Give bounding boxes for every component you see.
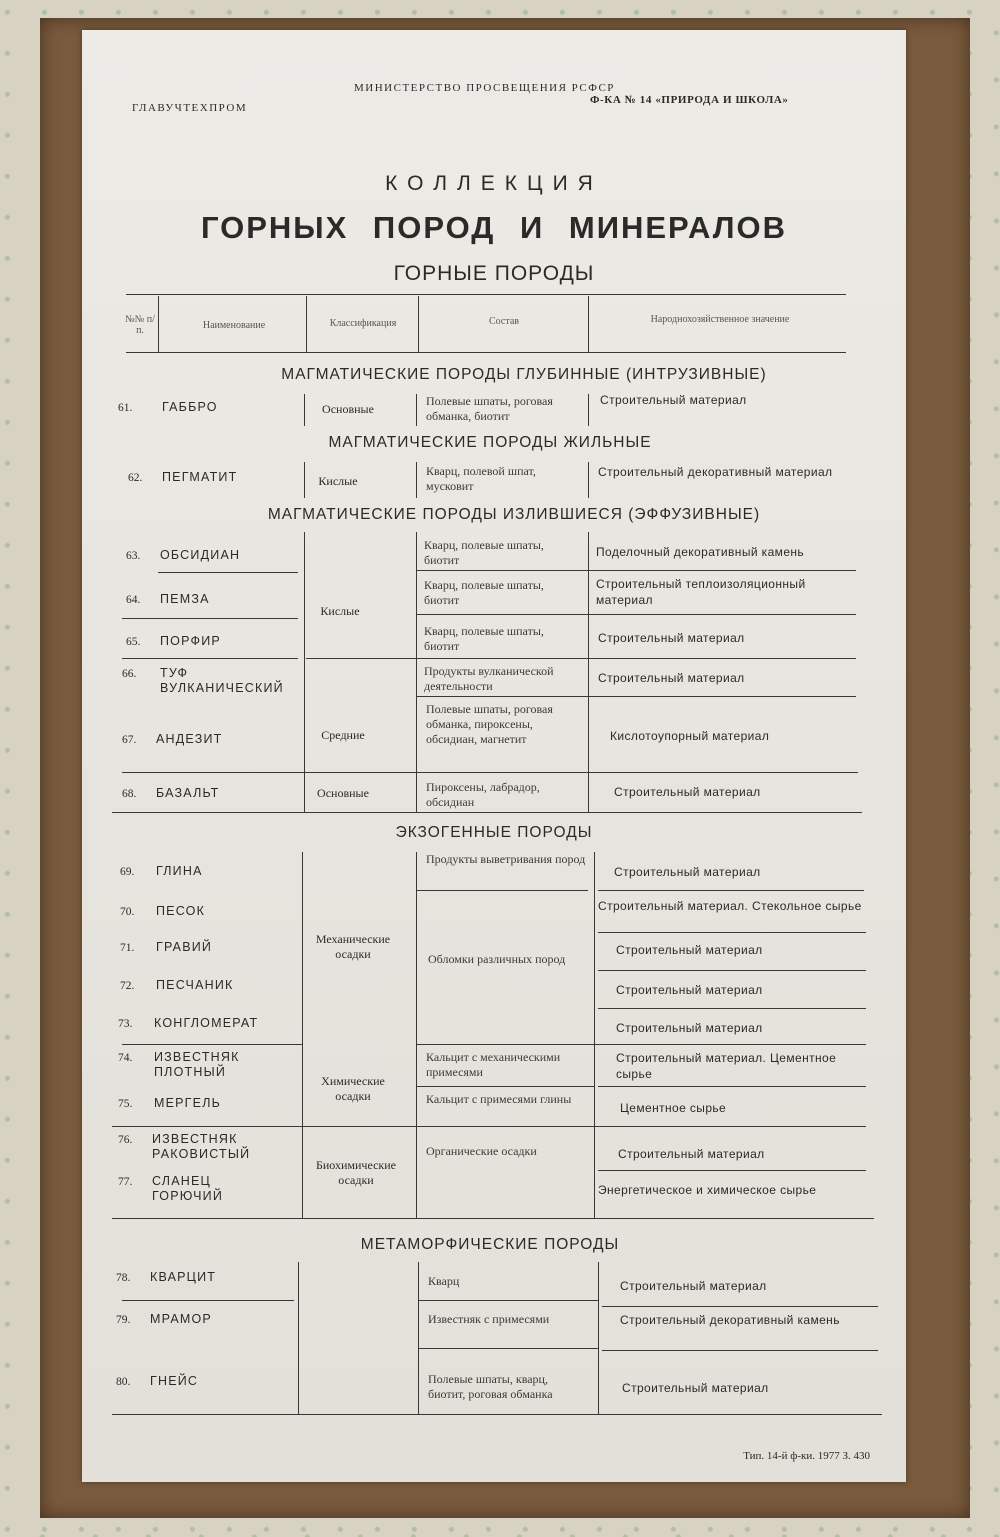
col-divider xyxy=(298,1262,299,1414)
col-divider xyxy=(416,852,417,1218)
title-main: ГОРНЫХ ПОРОД И МИНЕРАЛОВ xyxy=(200,210,788,245)
header-ministry: МИНИСТЕРСТВО ПРОСВЕЩЕНИЯ РСФСР xyxy=(354,82,615,94)
class-label: Химические осадки xyxy=(321,1074,385,1103)
col-divider xyxy=(418,296,419,352)
collection-sheet: ГЛАВУЧТЕХПРОМ МИНИСТЕРСТВО ПРОСВЕЩЕНИЯ РСФСР Ф-КА № 14 «ПРИРОДА И ШКОЛА» КОЛЛЕКЦИЯ ГОРНЫХ ПОРОД И МИНЕРАЛОВ ГОРНЫЕ ПОРОДЫ №№ п/п. Наименование Классификация Состав Народнохозяйственное значение МАГМАТИЧЕСКИЕ ПОРОДЫ ГЛУБИННЫЕ (ИНТРУЗИВНЫЕ) 61. ГАББРО Основные Полевые шпаты, роговая обманка, биотит Строительный материал МАГМАТИЧЕСКИЕ ПОРОДЫ ЖИЛЬНЫЕ 62. ПЕГМАТИТ Кислые Кварц, полевой шпат, мусковит Строительный декоративный материал МАГМАТИЧЕСКИЕ ПОРОДЫ ИЗЛИВШИЕСЯ (ЭФФУЗИВНЫЕ) 63. ОБСИДИАН Кварц, полевые шпаты, биотит Поделочный декоративный камень 64. ПЕМЗА Кварц, полевые шпаты, биотит Строительный теплоизоляционный материал Кислые 65. ПОРФИР Кварц, полевые шпаты, биотит Строительный материал 66. ТУФ ВУЛКАНИЧЕСКИЙ Продукты вулканической деятельности Строительный материал 67. АНДЕЗИТ Средние Полевые шпаты, роговая обманка, пироксены, обсидиан, магнетит Кислотоупорный материал 68. БАЗАЛЬТ Основные Пироксены, лабрадор, обсидиан Строительный материал ЭКЗОГЕННЫЕ ПОРОДЫ 69. ГЛИНА Продукты выветривания пород Строительный материал 70. ПЕСОК Строительный материал. Стекольное сырье Механические осадки Обломки различных пород 71. ГРАВИЙ Строительный материал 72. ПЕСЧАНИК Строительный материал 73. КОНГЛОМЕРАТ Строительный материал 74. ИЗВЕСТНЯК ПЛОТНЫЙ Кальцит с механическими примесями Строительный материал. Цементное сырье Химические осадки 75. МЕРГЕЛЬ Кальцит с примесями глины Цементное сырье 76. ИЗВЕСТНЯК РАКОВИСТЫЙ Органические осадки Строительный материал Биохимические осадки 77. СЛАНЕЦ ГОРЮЧИЙ Энергетическое и химическое сырье МЕТАМОРФИЧЕСКИЕ ПОРОДЫ 78. КВАРЦИТ Кварц Строительный материал 79. МРАМОР Известняк с примесями Строительный декоративный камень 80. ГНЕЙС Полевые шпаты, кварц, биотит, роговая обманка Строительный материал Тип. 14-й ф-ки. 1977 З. 430 xyxy=(82,30,906,1482)
class-label: Биохимические осадки xyxy=(315,1158,396,1187)
title-collection: КОЛЛЕКЦИЯ xyxy=(385,172,603,195)
col-name-header: Наименование xyxy=(202,320,266,331)
print-info: Тип. 14-й ф-ки. 1977 З. 430 xyxy=(743,1450,870,1462)
title-subtitle: ГОРНЫЕ ПОРОДЫ xyxy=(393,262,595,285)
header-factory: Ф-КА № 14 «ПРИРОДА И ШКОЛА» xyxy=(590,94,789,106)
table-header-line xyxy=(126,352,846,353)
col-num-header: №№ п/п. xyxy=(125,314,155,336)
class-label: Кислые xyxy=(320,604,360,618)
section-title: МАГМАТИЧЕСКИЕ ПОРОДЫ ИЗЛИВШИЕСЯ (ЭФФУЗИВНЫЕ) xyxy=(267,506,761,523)
table-top-line xyxy=(126,294,846,295)
col-divider xyxy=(588,296,589,352)
col-divider xyxy=(598,1262,599,1414)
class-label: Механические осадки xyxy=(315,932,391,961)
col-usage-header: Народнохозяйственное значение xyxy=(650,314,790,325)
col-class-header: Классификация xyxy=(329,318,397,329)
shared-composition: Обломки различных пород xyxy=(428,952,566,966)
header-left: ГЛАВУЧТЕХПРОМ xyxy=(132,102,248,114)
col-divider xyxy=(594,852,595,1218)
col-divider xyxy=(416,532,417,812)
section-title: ЭКЗОГЕННЫЕ ПОРОДЫ xyxy=(395,824,593,841)
col-comp-header: Состав xyxy=(488,316,519,327)
section-title: МАГМАТИЧЕСКИЕ ПОРОДЫ ГЛУБИННЫЕ (ИНТРУЗИВНЫЕ) xyxy=(281,366,767,383)
col-divider xyxy=(418,1262,419,1414)
col-divider xyxy=(306,296,307,352)
col-divider xyxy=(588,532,589,812)
section-title: МЕТАМОРФИЧЕСКИЕ ПОРОДЫ xyxy=(360,1236,620,1253)
col-divider xyxy=(158,296,159,352)
section-title: МАГМАТИЧЕСКИЕ ПОРОДЫ ЖИЛЬНЫЕ xyxy=(328,434,652,451)
col-divider xyxy=(304,532,305,812)
